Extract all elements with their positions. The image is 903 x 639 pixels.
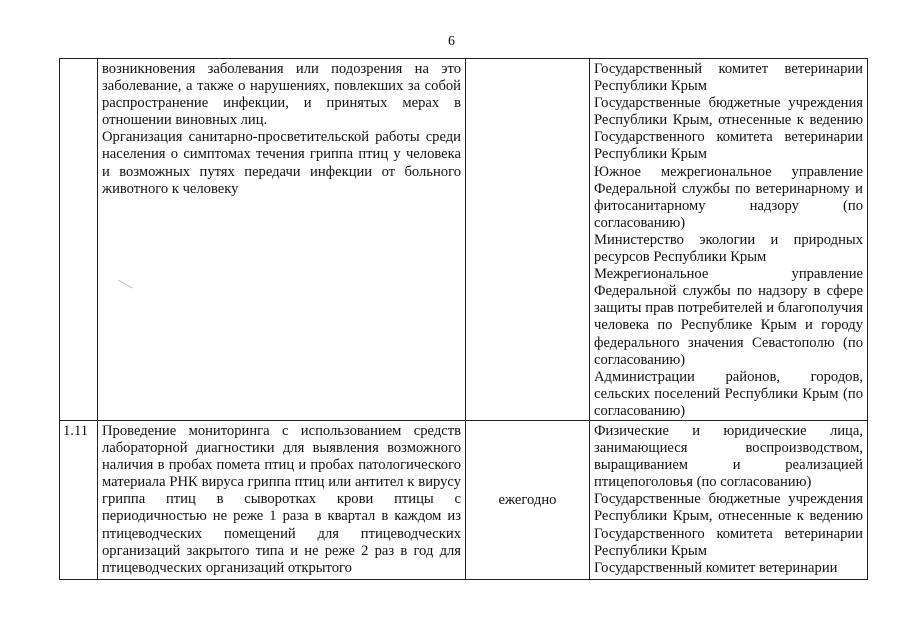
action-cell	[98, 420, 466, 579]
responsible-entry: Администрации районов, городов, сельских поселений Республики Крым (по согласованию)	[594, 368, 863, 419]
responsible-entry: Южное межрегиональное управление Федеральной службы по ветеринарному и фитосанитарному надзору (по согласованию)	[594, 163, 863, 231]
row-number: 1.11	[60, 420, 98, 579]
action-paragraph: Проведение мониторинга с использованием средств лабораторной диагностики для выявления возможного наличия в пробах помета птиц и пробах патологического материала РНК вируса гриппа птиц или антител к вирусу гриппа птиц в сыворотках крови птицы с периодичностью не реже 1 раза в квартал в каждом из птицеводческих помещений для птицеводческих организаций закрытого типа и не реже 2 раз в год для птицеводческих организаций открытого	[102, 422, 461, 576]
term-cell: ежегодно	[466, 420, 590, 579]
action-cell	[98, 59, 466, 421]
responsible-cell	[590, 59, 868, 421]
page-number: 6	[448, 34, 455, 49]
responsible-entry: Государственный комитет ветеринарии	[594, 559, 838, 576]
responsible-entry: Межрегиональное управление Федеральной службы по надзору в сфере защиты прав потребителей и благополучия человека по Республике Крым и городу федерального значения Севастополю (по согласованию)	[594, 266, 863, 368]
measures-table	[59, 58, 868, 580]
responsible-entry: Государственные бюджетные учреждения Республики Крым, отнесенные к ведению Государственного комитета ветеринарии Республики Крым	[594, 95, 863, 163]
row-number	[60, 59, 98, 421]
action-paragraph: Организация санитарно-просветительской работы среди населения о симптомах течения гриппа птиц у человека и возможных путях передачи инфекции от больного животного к человеку	[102, 129, 461, 197]
table-row	[60, 420, 868, 579]
table-row	[60, 59, 868, 421]
responsible-entry: Министерство экологии и природных ресурсов Республики Крым	[594, 231, 863, 266]
responsible-entry: Физические и юридические лица, занимающиеся воспроизводством, выращиванием и реализацией птицепоголовья (по согласованию)	[594, 422, 863, 491]
responsible-cell	[590, 420, 868, 579]
responsible-entry: Государственные бюджетные учреждения Республики Крым, отнесенные к ведению Государственного комитета ветеринарии Республики Крым	[594, 491, 863, 559]
term-cell	[466, 59, 590, 421]
action-paragraph: возникновения заболевания или подозрения на это заболевание, а также о нарушениях, повлекших за собой распространение инфекции, и принятых мерах в отношении виновных лиц.	[102, 61, 461, 129]
responsible-entry: Государственный комитет ветеринарии Республики Крым	[594, 61, 863, 95]
